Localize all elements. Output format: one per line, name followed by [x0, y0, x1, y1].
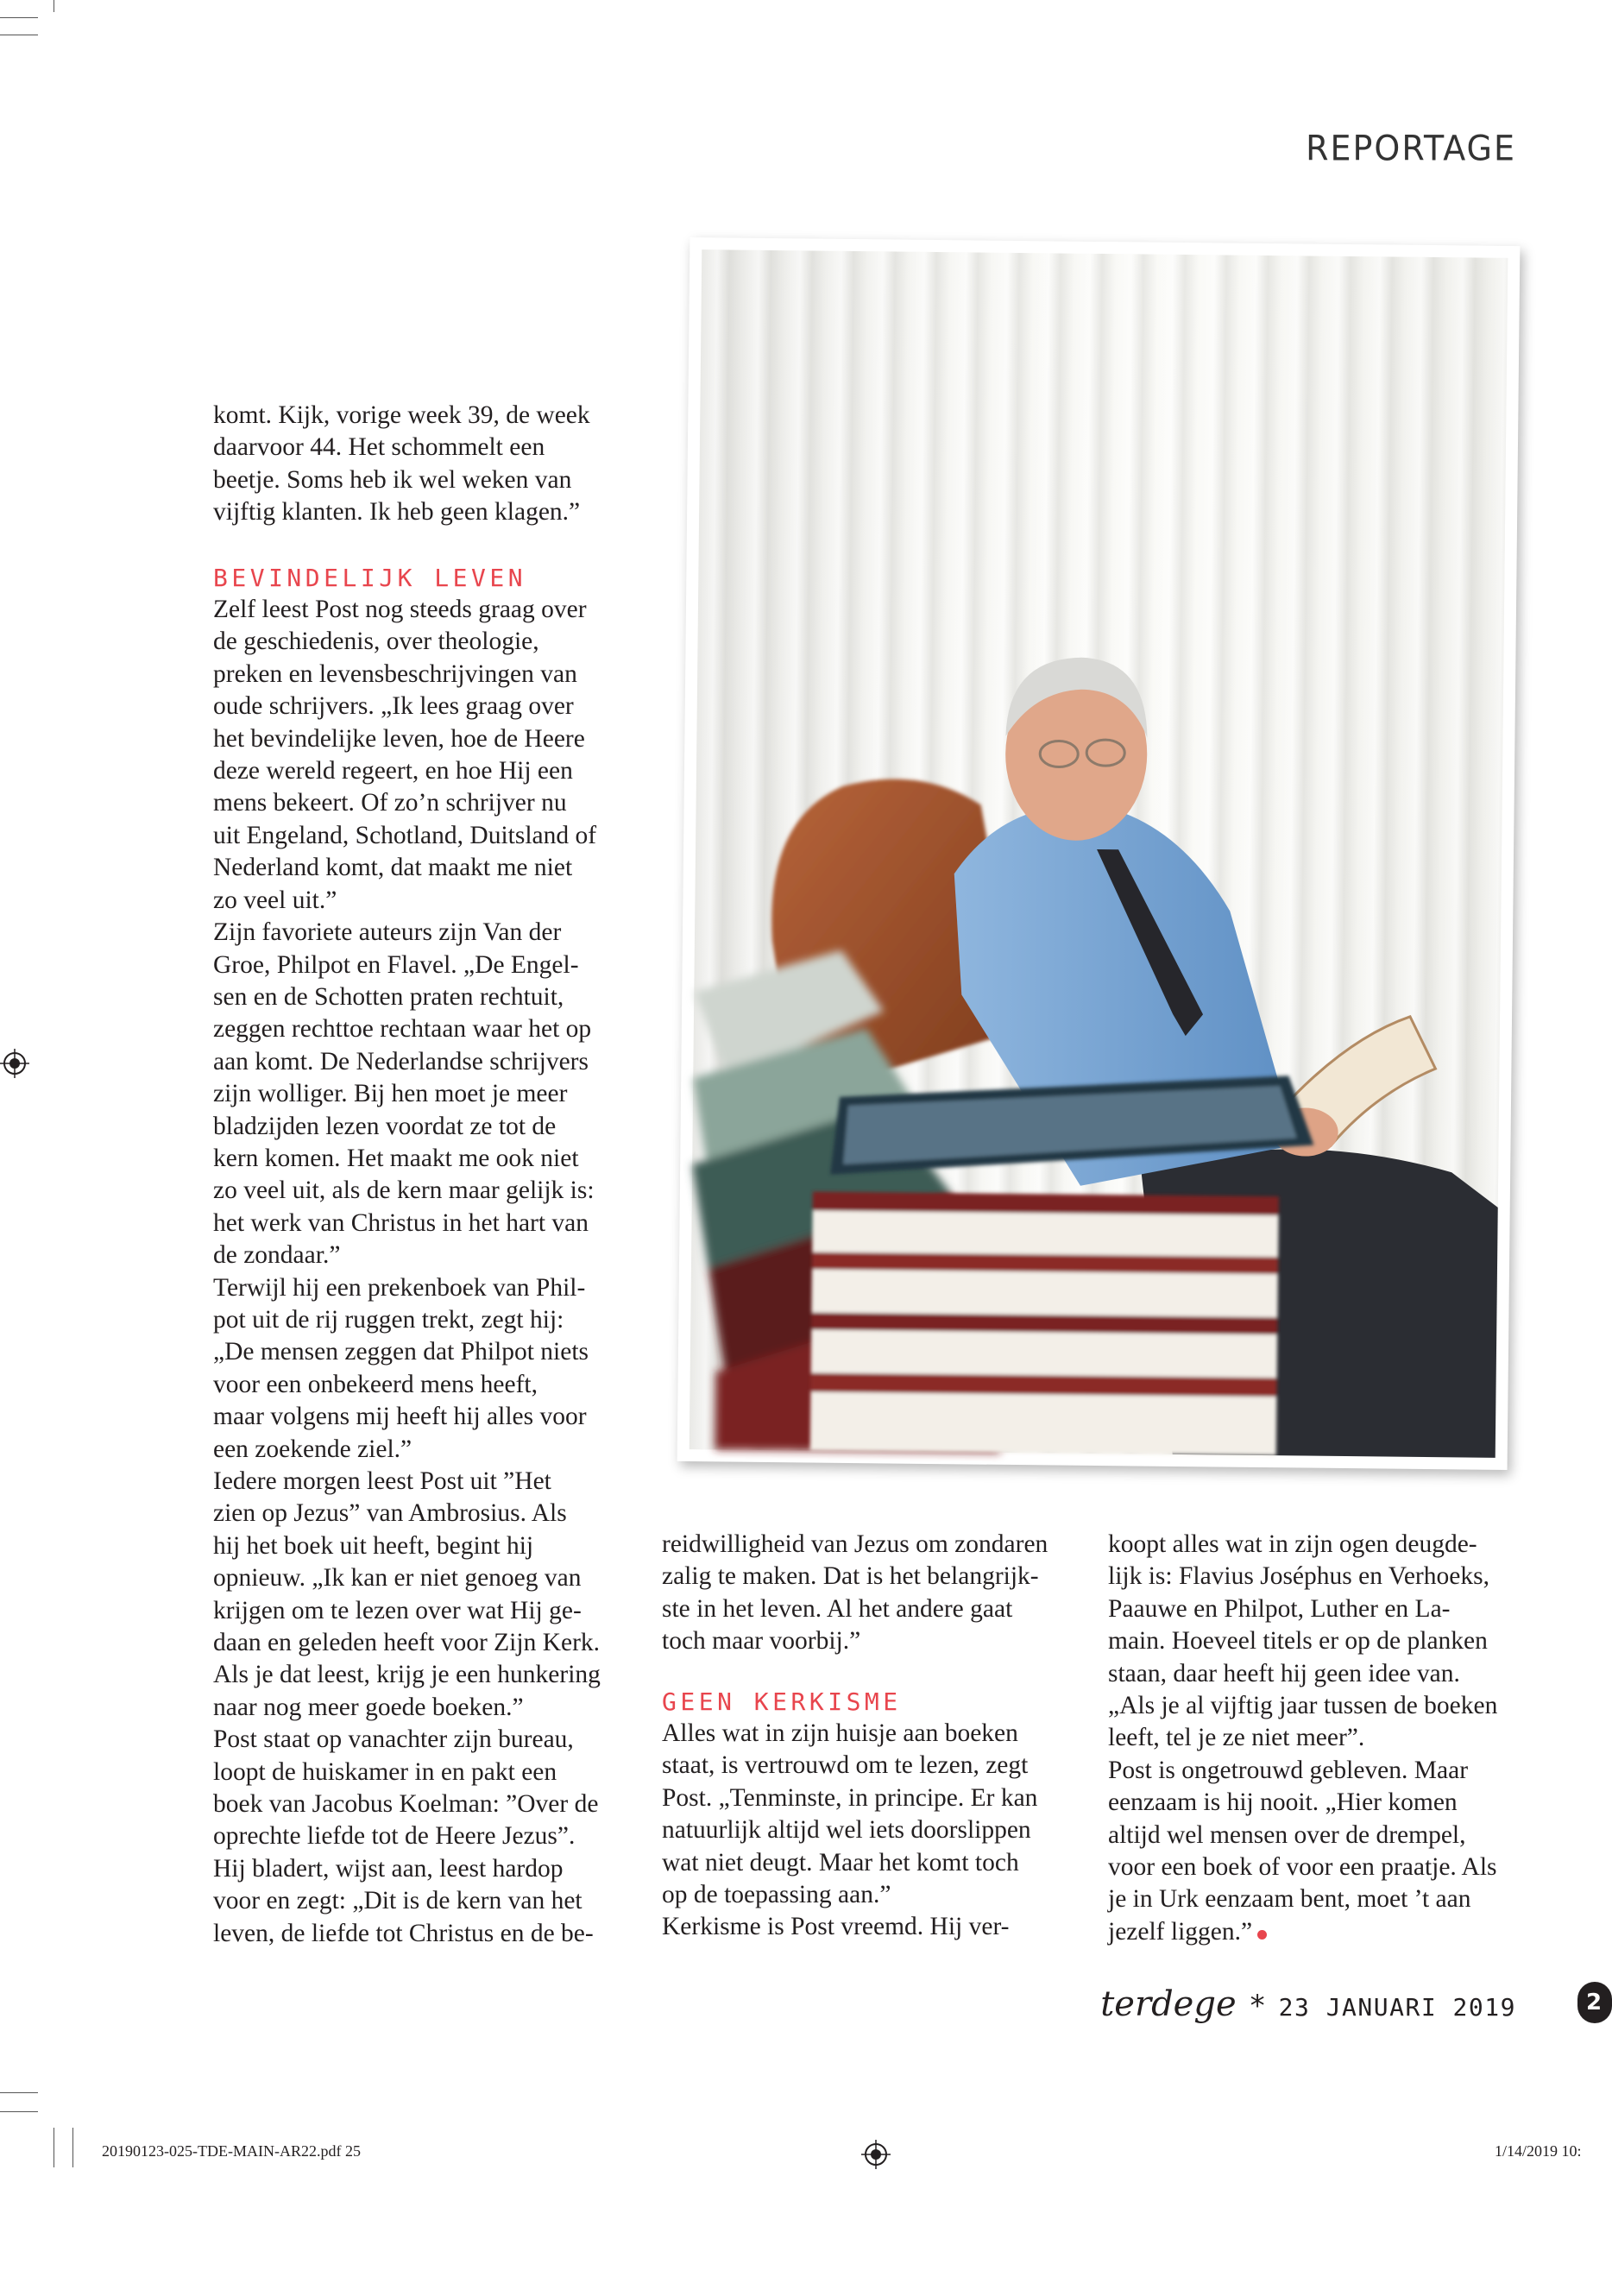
paragraph-line: zien op Jezus” van Ambrosius. Als: [213, 1499, 567, 1528]
paragraph-line: „Als je al vijftig jaar tussen de boeken: [1108, 1692, 1498, 1720]
paragraph-line: zijn wolliger. Bij hen moet je meer: [213, 1080, 568, 1108]
book-pile: [810, 1071, 1315, 1456]
paragraph-line: krijgen om te lezen over wat Hij ge-: [213, 1596, 582, 1624]
paragraph-line: op de toepassing aan.”: [662, 1881, 891, 1909]
paragraph-line: voor een boek of voor een praatje. Als: [1108, 1853, 1497, 1882]
paragraph-line: oprechte liefde tot de Heere Jezus”.: [213, 1822, 576, 1851]
paragraph-line: zalig te maken. Dat is het belangrijk-: [662, 1562, 1039, 1591]
paragraph-line: zo veel uit, als de kern maar gelijk is:: [213, 1176, 595, 1205]
section-label: REPORTAGE: [1306, 128, 1516, 169]
paragraph-line: leeft, tel je ze niet meer”.: [1108, 1724, 1365, 1752]
paragraph-line: komt. Kijk, vorige week 39, de week: [213, 401, 590, 429]
paragraph-line: staat, is vertrouwd om te lezen, zegt: [662, 1751, 1029, 1780]
crop-mark: [0, 17, 38, 18]
article-column-3: [1108, 1529, 1522, 1948]
paragraph-line: Kerkisme is Post vreemd. Hij ver-: [662, 1913, 1010, 1941]
paragraph-line: koopt alles wat in zijn ogen deugde-: [1108, 1530, 1477, 1558]
paragraph-line: opnieuw. „Ik kan er niet genoeg van: [213, 1564, 582, 1593]
paragraph-line: Terwijl hij een prekenboek van Phil-: [213, 1273, 586, 1302]
paragraph-line: bladzijden lezen voordat ze tot de: [213, 1112, 557, 1140]
paragraph-line: altijd wel mensen over de drempel,: [1108, 1820, 1466, 1849]
paragraph-line: de geschiedenis, over theologie,: [213, 628, 539, 656]
paragraph-line: pot uit de rij ruggen trekt, zegt hij:: [213, 1305, 564, 1334]
article-photo: [677, 237, 1521, 1470]
paragraph-line: uit Engeland, Schotland, Duitsland of: [213, 821, 597, 849]
paragraph-line: het bevindelijke leven, hoe de Heere: [213, 724, 585, 753]
paragraph-line: eenzaam is hij nooit. „Hier komen: [1108, 1788, 1458, 1817]
paragraph-line: ste in het leven. Al het andere gaat: [662, 1594, 1013, 1623]
paragraph-line: hij het boek uit heeft, begint hij: [213, 1531, 534, 1560]
paragraph-line: leven, de liefde tot Christus en de be-: [213, 1919, 594, 1947]
paragraph-line: Post. „Tenminste, in principe. Er kan: [662, 1783, 1038, 1812]
paragraph-line: oude schrijvers. „Ik lees graag over: [213, 692, 574, 721]
crop-mark: [0, 2111, 38, 2112]
paragraph-line: lijk is: Flavius Joséphus en Verhoeks,: [1108, 1562, 1489, 1591]
last-line-text: jezelf liggen.”: [1108, 1917, 1253, 1946]
paragraph-line: daarvoor 44. Het schommelt een: [213, 433, 545, 462]
page-footer: [1100, 1984, 1516, 2024]
issue-date: 23 JANUARI 2019: [1278, 1993, 1516, 2022]
paragraph-line: het werk van Christus in het hart van: [213, 1208, 589, 1237]
paragraph-line: aan komt. De Nederlandse schrijvers: [213, 1047, 589, 1075]
article-column-1: [213, 400, 627, 1950]
magazine-logo: terdege: [1100, 1984, 1237, 2024]
paragraph-line: zo veel uit.”: [213, 886, 337, 914]
paragraph-line: wat niet deugt. Maar het komt toch: [662, 1848, 1019, 1877]
paragraph-line: vijftig klanten. Ik heb geen klagen.”: [213, 498, 581, 527]
paragraph-line: Alles wat in zijn huisje aan boeken: [662, 1719, 1018, 1748]
paragraph-line: sen en de Schotten praten rechtuit,: [213, 982, 564, 1011]
paragraph-line: kern komen. Het maakt me ook niet: [213, 1144, 579, 1172]
paragraph-line: deze wereld regeert, en hoe Hij een: [213, 757, 573, 785]
paragraph-line: beetje. Soms heb ik wel weken van: [213, 465, 572, 494]
paragraph-line: Hij bladert, wijst aan, leest hardop: [213, 1854, 564, 1883]
paragraph-line: loopt de huiskamer in en pakt een: [213, 1757, 557, 1786]
separator-icon: *: [1250, 1989, 1265, 2023]
paragraph-line: Zelf leest Post nog steeds graag over: [213, 596, 587, 624]
registration-mark-icon: [861, 2140, 891, 2169]
paragraph-line: „De mensen zeggen dat Philpot niets: [213, 1338, 589, 1366]
photo-scene: [690, 249, 1508, 1458]
paragraph-line: voor en zegt: „Dit is de kern van het: [213, 1887, 582, 1915]
paragraph-line: voor een onbekeerd mens heeft,: [213, 1370, 538, 1398]
paragraph-line: Nederland komt, dat maakt me niet: [213, 854, 573, 882]
paragraph-line: natuurlijk altijd wel iets doorslippen: [662, 1816, 1031, 1845]
paragraph-line: main. Hoeveel titels er op de planken: [1108, 1627, 1488, 1656]
paragraph-line: zeggen rechttoe rechtaan waar het op: [213, 1015, 592, 1044]
paragraph-line: Groe, Philpot en Flavel. „De Engel-: [213, 950, 579, 979]
article-column-2: [662, 1529, 1076, 1944]
print-slug-date: 1/14/2019 10:: [1495, 2142, 1582, 2160]
paragraph-line: Post staat op vanachter zijn bureau,: [213, 1725, 574, 1754]
paragraph-line: toch maar voorbij.”: [662, 1627, 861, 1656]
paragraph-line: Zijn favoriete auteurs zijn Van der: [213, 918, 562, 947]
paragraph-line: staan, daar heeft hij geen idee van.: [1108, 1659, 1460, 1687]
paragraph-line: Als je dat leest, krijg je een hunkering: [213, 1661, 601, 1689]
crop-mark: [0, 2092, 38, 2093]
paragraph-line: boek van Jacobus Koelman: ”Over de: [213, 1790, 599, 1819]
paragraph-line-last: [1108, 1916, 1522, 1948]
paragraph-line: mens bekeert. Of zo’n schrijver nu: [213, 789, 567, 817]
print-slug-file: 20190123-025-TDE-MAIN-AR22.pdf 25: [102, 2142, 361, 2160]
paragraph-line: reidwilligheid van Jezus om zondaren: [662, 1530, 1048, 1558]
paragraph-line: een zoekende ziel.”: [213, 1435, 412, 1463]
crop-mark: [72, 2128, 73, 2167]
paragraph-line: preken en levensbeschrijvingen van: [213, 659, 577, 688]
paragraph-line: Iedere morgen leest Post uit ”Het: [213, 1467, 551, 1495]
paragraph-line: Paauwe en Philpot, Luther en La-: [1108, 1594, 1451, 1623]
paragraph-line: maar volgens mij heeft hij alles voor: [213, 1403, 587, 1431]
paragraph-line: de zondaar.”: [213, 1241, 341, 1270]
photo-image: [690, 249, 1508, 1458]
paragraph-line: daan en geleden heeft voor Zijn Kerk.: [213, 1629, 601, 1657]
paragraph-line: je in Urk eenzaam bent, moet ’t aan: [1108, 1885, 1471, 1914]
end-mark-icon: [1257, 1930, 1267, 1940]
registration-mark-icon: [0, 1049, 29, 1078]
paragraph-line: naar nog meer goede boeken.”: [213, 1693, 524, 1721]
page-number-badge: 2: [1577, 1982, 1612, 2023]
subheading-bevindelijk-leven: BEVINDELIJK LEVEN: [213, 563, 527, 592]
subheading-geen-kerkisme: GEEN KERKISME: [662, 1687, 902, 1716]
paragraph-line: Post is ongetrouwd gebleven. Maar: [1108, 1756, 1469, 1784]
